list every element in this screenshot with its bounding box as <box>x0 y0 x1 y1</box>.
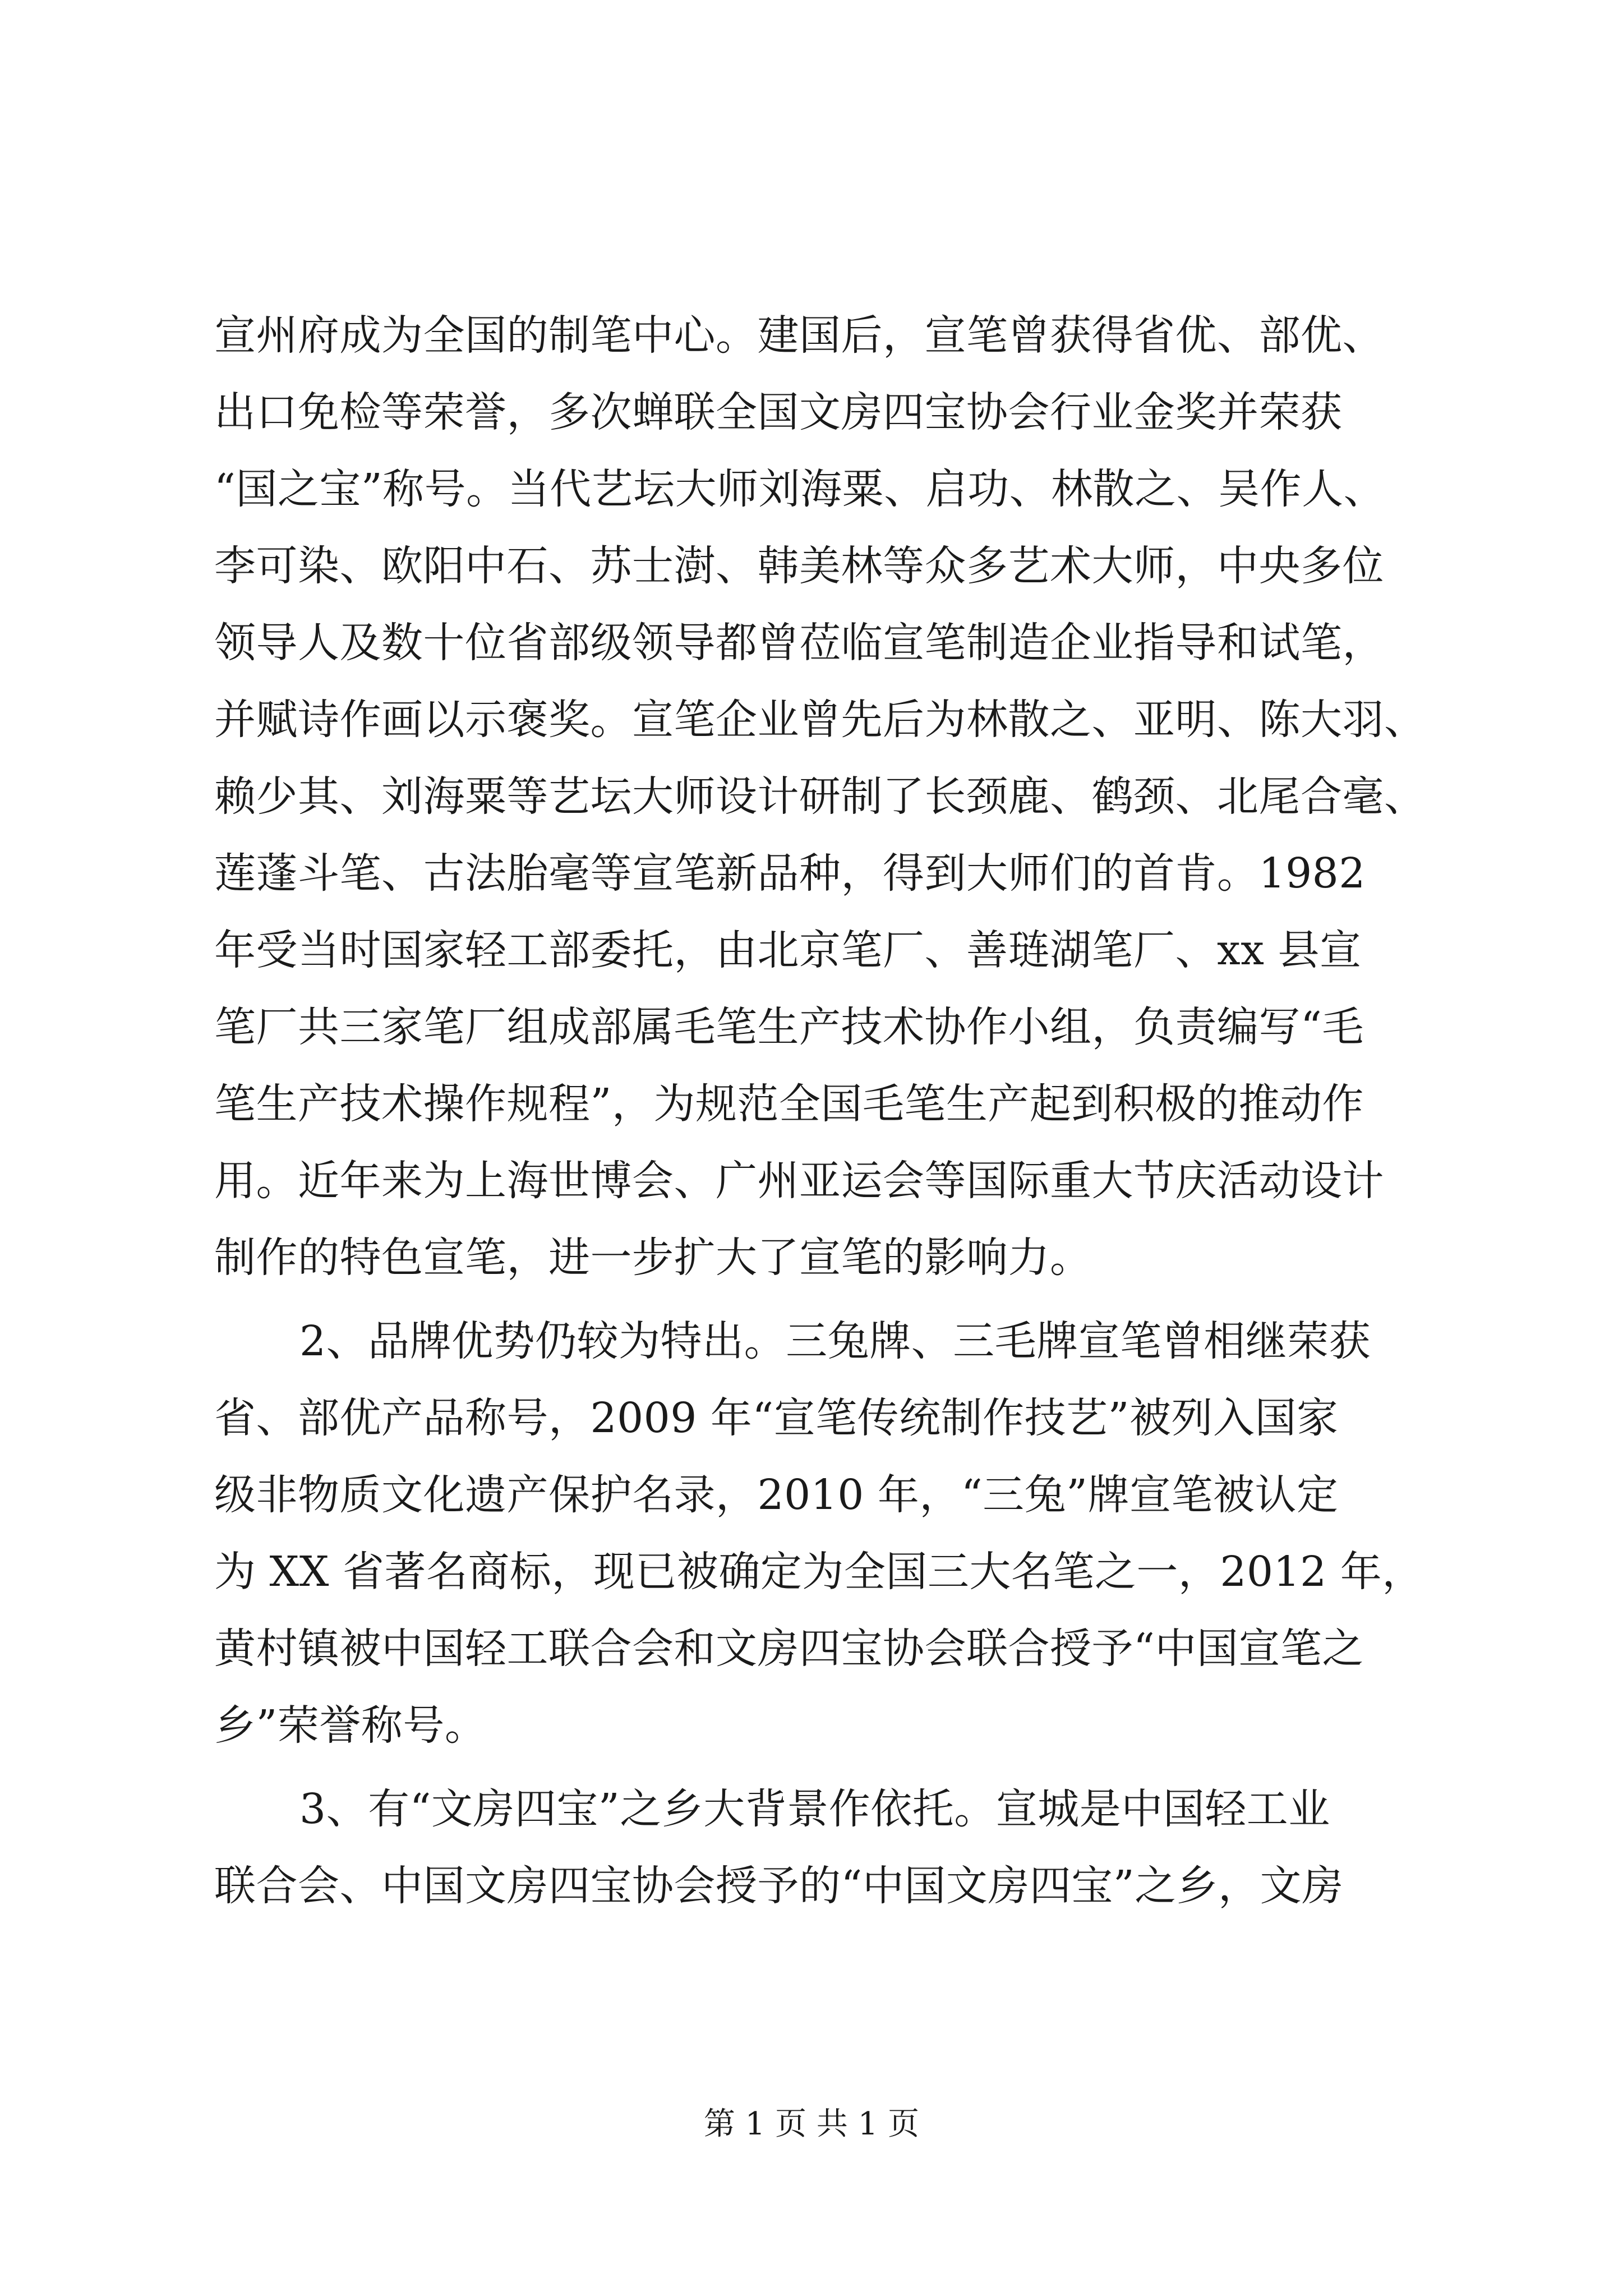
text-line: 乡”荣誉称号。 <box>214 1701 487 1750</box>
text-line: 为 XX 省著名商标，现已被确定为全国三大名笔之一，2012 年， <box>214 1548 1424 1596</box>
text-line: 笔生产技术操作规程”，为规范全国毛笔生产起到积极的推动作 <box>214 1080 1364 1128</box>
text-line: 用。近年来为上海世博会、广州亚运会等国际重大节庆活动设计 <box>214 1157 1384 1205</box>
text-line: 莲蓬斗笔、古法胎毫等宣笔新品种，得到大师们的首肯。1982 <box>214 849 1366 898</box>
text-line: 级非物质文化遗产保护名录，2010 年，“三兔”牌宣笔被认定 <box>214 1471 1339 1519</box>
page-footer: 第 1 页 共 1 页 <box>703 2106 920 2142</box>
text-line: 年受当时国家轻工部委托，由北京笔厂、善琏湖笔厂、xx 县宣 <box>214 926 1362 974</box>
text-line: 联合会、中国文房四宝协会授予的“中国文房四宝”之乡，文房 <box>214 1862 1344 1910</box>
text-line: 领导人及数十位省部级领导都曾莅临宣笔制造企业指导和试笔， <box>214 619 1384 667</box>
text-line: “国之宝”称号。当代艺坛大师刘海粟、启功、林散之、吴作人、 <box>214 465 1386 513</box>
text-line: 宣州府成为全国的制笔中心。建国后，宣笔曾获得省优、部优、 <box>214 311 1384 360</box>
text-line: 黄村镇被中国轻工联合会和文房四宝协会联合授予“中国宣笔之 <box>214 1625 1364 1673</box>
text-line: 制作的特色宣笔，进一步扩大了宣笔的影响力。 <box>214 1234 1092 1282</box>
text-line: 并赋诗作画以示褒奖。宣笔企业曾先后为林散之、亚明、陈大羽、 <box>214 696 1426 744</box>
text-line: 李可染、欧阳中石、苏士澍、韩美林等众多艺术大师，中央多位 <box>214 542 1384 590</box>
document-body <box>214 297 1426 1925</box>
paragraph-3-first-line: 3、有“文房四宝”之乡大背景作依托。宣城是中国轻工业 <box>299 1785 1330 1833</box>
text-line: 出口免检等荣誉，多次蝉联全国文房四宝协会行业金奖并荣获 <box>214 388 1343 436</box>
paragraph-2-first-line: 2、品牌优势仍较为特出。三兔牌、三毛牌宣笔曾相继荣获 <box>299 1317 1371 1365</box>
text-line: 赖少其、刘海粟等艺坛大师设计研制了长颈鹿、鹤颈、北尾合毫、 <box>214 772 1426 821</box>
text-line: 省、部优产品称号，2009 年“宣笔传统制作技艺”被列入国家 <box>214 1394 1339 1442</box>
text-line: 笔厂共三家笔厂组成部属毛笔生产技术协作小组，负责编写“毛 <box>214 1003 1364 1051</box>
